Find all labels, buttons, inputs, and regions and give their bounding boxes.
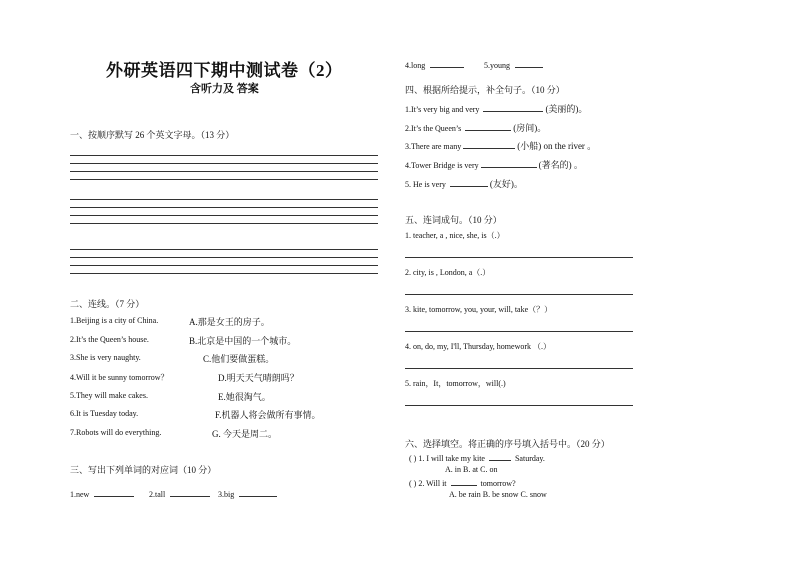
reorder-item-3: 3. kite, tomorrow, you, your, will, take（？） [405,305,553,314]
match-left-2: 2.It’s the Queen’s house. [70,335,149,344]
match-left-6: 6.It is Tuesday today. [70,409,139,418]
answer-line[interactable] [405,331,633,332]
word-item-label: 5.young [484,61,510,70]
word-item-2 [149,488,210,499]
answer-blank[interactable] [94,488,134,497]
match-left-3: 3.She is very naughty. [70,353,141,362]
answer-paren[interactable]: ( ) [409,454,417,463]
word-item-label: 3.big [218,490,235,499]
match-left-4: 4.Will it be sunny tomorrow？ [70,373,169,382]
section3-heading: 三、写出下列单词的对应词（10 分） [70,465,217,475]
reorder-item-5: 5. rain，It，tomorrow，will(.) [405,379,506,388]
answer-blank[interactable] [515,59,543,68]
mc-question-2: ( ) 2. Will it tomorrow? [409,479,516,488]
match-left-7: 7.Robots will do everything. [70,428,162,437]
fill-sentence-3: 3.There are many (小船) on the river 。 [405,141,597,151]
word-item-label: 1.new [70,490,90,499]
match-right-c: C.他们要做蛋糕。 [203,354,275,364]
match-right-g: G. 今天是周二。 [212,429,277,439]
section2-heading: 二、连线。（7 分） [70,299,145,309]
reorder-item-4: 4. on, do, my, I'll, Thursday, homework （.） [405,342,552,351]
fill-sentence-1: 1.It’s very big and very (美丽的)。 [405,104,588,114]
section5-heading: 五、连词成句。（10 分） [405,215,502,225]
section4-heading: 四、根据所给提示，补全句子。（10 分） [405,85,565,95]
answer-blank[interactable] [463,140,515,149]
word-item-label: 4.long [405,61,426,70]
section6-heading: 六、选择填空。将正确的序号填入括号中。（20 分） [405,439,610,449]
word-item-label: 2.tall [149,490,166,499]
answer-blank[interactable] [239,488,277,497]
mc-options-1: A. in B. at C. on [445,465,498,474]
match-right-f: F.机器人将会做所有事情。 [215,410,321,420]
reorder-item-1: 1. teacher, a , nice, she, is（.） [405,231,505,240]
mc-options-2: A. be rain B. be snow C. snow [449,490,547,499]
word-item-4 [405,59,464,70]
answer-blank[interactable] [450,178,488,187]
page-title: 外研英语四下期中测试卷（2） [106,61,343,80]
match-right-a: A.那是女王的房子。 [189,317,270,327]
page-subtitle: 含听力及 答案 [190,83,259,95]
answer-blank[interactable] [483,103,543,112]
mc-question-1: ( ) 1. I will take my kite Saturday. [409,454,545,463]
section1-heading: 一、按顺序默写 26 个英文字母。（13 分） [70,130,235,140]
answer-blank[interactable] [481,159,537,168]
answer-blank[interactable] [465,122,511,131]
match-right-d: D.明天天气晴朗吗？ [218,373,299,383]
fill-sentence-2: 2.It’s the Queen’s (房间)。 [405,123,547,133]
match-right-e: E.她很淘气。 [218,392,271,402]
answer-blank[interactable] [430,59,464,68]
answer-blank [451,477,477,486]
answer-paren[interactable]: ( ) [409,479,417,488]
word-item-3 [218,488,277,499]
reorder-item-2: 2. city, is , London, a（.） [405,268,491,277]
answer-line[interactable] [405,405,633,406]
answer-blank [489,452,511,461]
match-left-5: 5.They will make cakes. [70,391,148,400]
match-right-b: B.北京是中国的一个城市。 [189,336,297,346]
answer-blank[interactable] [170,488,210,497]
word-item-5 [484,59,543,70]
fill-sentence-4: 4.Tower Bridge is very (著名的) 。 [405,160,583,170]
match-left-1: 1.Beijing is a city of China. [70,316,159,325]
answer-line[interactable] [405,294,633,295]
answer-line[interactable] [405,368,633,369]
fill-sentence-5: 5. He is very (友好)。 [405,179,523,189]
word-item-1 [70,488,134,499]
answer-line[interactable] [405,257,633,258]
